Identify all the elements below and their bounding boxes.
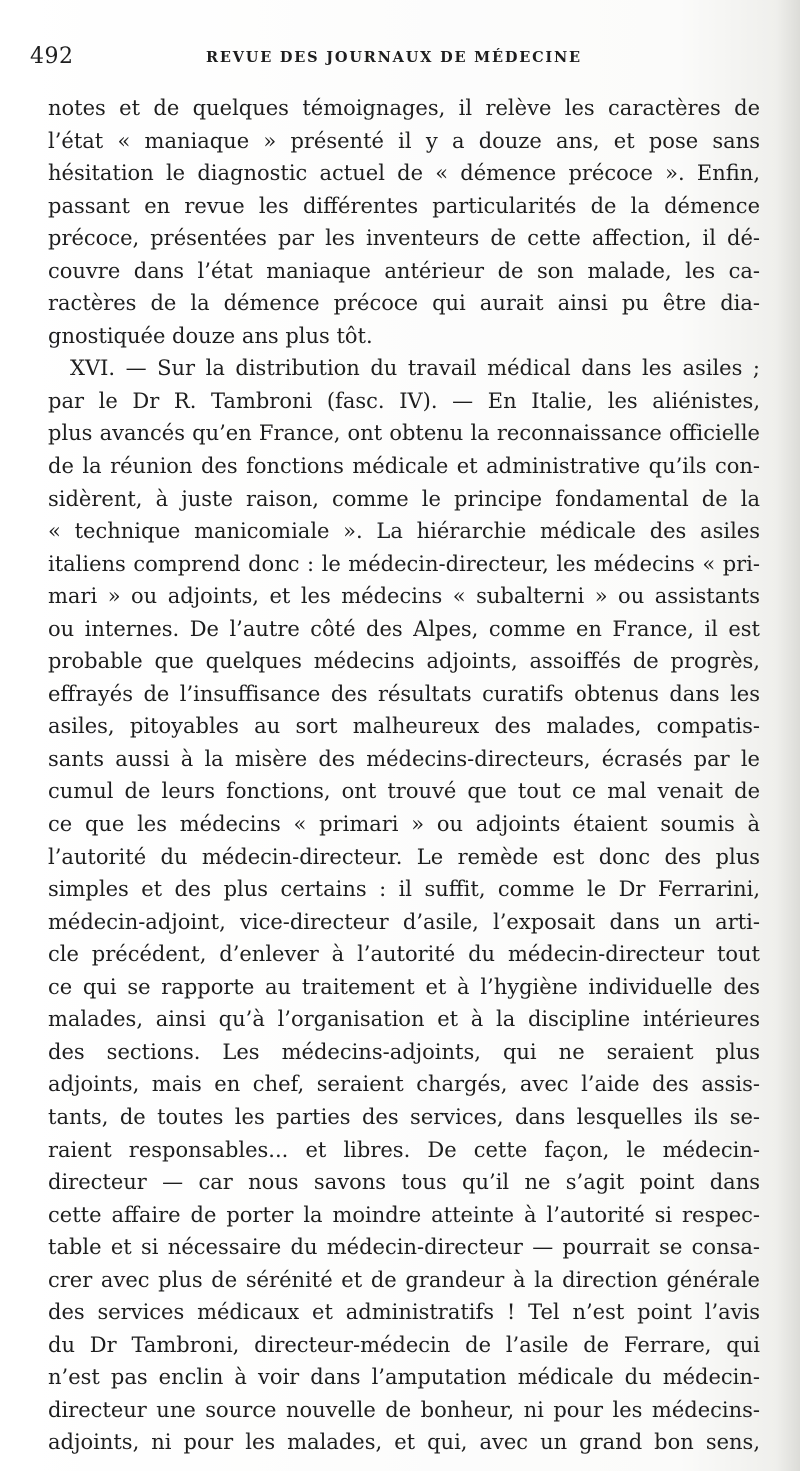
- text-line: n’est pas enclin à voir dans l’amputation médicale du médecin-: [48, 1365, 760, 1390]
- text-line: ractères de la démence précoce qui aurait ainsi pu être dia-: [48, 291, 760, 316]
- text-line: effrayés de l’insuffisance des résultats curatifs obtenus dans les: [48, 681, 760, 706]
- body-text: [48, 92, 760, 1459]
- text-line: asiles, pitoyables au sort malheureux des malades, compatis-: [48, 714, 760, 739]
- text-line: « technique manicomiale ». La hiérarchie médicale des asiles: [48, 519, 760, 544]
- text-line: passant en revue les différentes particularités de la démence: [48, 193, 760, 218]
- text-line: notes et de quelques témoignages, il relève les caractères de: [48, 96, 760, 120]
- text-line: simples et des plus certains : il suffit, comme le Dr Ferrarini,: [48, 877, 760, 902]
- section-heading-line: XVI. — Sur la distribution du travail médical dans les asiles ;: [70, 356, 760, 381]
- text-line: malades, ainsi qu’à l’organisation et à la discipline intérieures: [48, 1007, 760, 1032]
- text-line: cle précédent, d’enlever à l’autorité du médecin-directeur tout: [48, 942, 760, 967]
- page-header: [30, 44, 770, 74]
- text-line: adjoints, mais en chef, seraient chargés, avec l’aide des assis-: [48, 1072, 760, 1097]
- text-line: cumul de leurs fonctions, ont trouvé que tout ce mal venait de: [48, 779, 760, 804]
- text-line: l’état « maniaque » présenté il y a douze ans, et pose sans: [48, 128, 760, 153]
- text-line: hésitation le diagnostic actuel de « démence précoce ». Enfin,: [48, 161, 760, 186]
- text-line: table et si nécessaire du médecin-directeur — pourrait se consa-: [48, 1235, 760, 1260]
- text-line: crer avec plus de sérénité et de grandeur à la direction générale: [48, 1267, 760, 1292]
- text-line: couvre dans l’état maniaque antérieur de son malade, les ca-: [48, 258, 760, 283]
- page-number: 492: [30, 44, 74, 69]
- text-line: adjoints, ni pour les malades, et qui, avec un grand bon sens,: [48, 1430, 760, 1455]
- text-line: cette affaire de porter la moindre atteinte à l’autorité si respec-: [48, 1202, 760, 1227]
- text-line: mari » ou adjoints, et les médecins « subalterni » ou assistants: [48, 584, 760, 609]
- text-line: ce qui se rapporte au traitement et à l’hygiène individuelle des: [48, 974, 760, 999]
- text-line: l’autorité du médecin-directeur. Le remède est donc des plus: [48, 844, 760, 869]
- text-line: plus avancés qu’en France, ont obtenu la reconnaissance officielle: [48, 421, 760, 446]
- text-line: sidèrent, à juste raison, comme le principe fondamental de la: [48, 486, 760, 511]
- text-line: tants, de toutes les parties des services, dans lesquelles ils se-: [48, 1104, 760, 1129]
- text-line: ce que les médecins « primari » ou adjoints étaient soumis à: [48, 812, 760, 837]
- text-line: gnostiquée douze ans plus tôt.: [48, 323, 373, 348]
- text-line: sants aussi à la misère des médecins-directeurs, écrasés par le: [48, 746, 760, 771]
- text-line: du Dr Tambroni, directeur-médecin de l’asile de Ferrare, qui: [48, 1332, 760, 1357]
- text-line: de la réunion des fonctions médicale et administrative qu’ils con-: [48, 454, 760, 479]
- text-line: des sections. Les médecins-adjoints, qui ne seraient plus: [48, 1039, 760, 1064]
- text-line: précoce, présentées par les inventeurs de cette affection, il dé-: [48, 226, 760, 251]
- text-line: directeur une source nouvelle de bonheur, ni pour les médecins-: [48, 1397, 760, 1422]
- text-line: probable que quelques médecins adjoints, assoiffés de progrès,: [48, 649, 760, 674]
- text-line: médecin-adjoint, vice-directeur d’asile, l’exposait dans un arti-: [48, 909, 760, 934]
- text-line: des services médicaux et administratifs ! Tel n’est point l’avis: [48, 1300, 760, 1325]
- text-line: ou internes. De l’autre côté des Alpes, comme en France, il est: [48, 616, 760, 641]
- text-line: directeur — car nous savons tous qu’il ne s’agit point dans: [48, 1170, 760, 1195]
- running-title: REVUE DES JOURNAUX DE MÉDECINE: [206, 49, 582, 66]
- text-line: par le Dr R. Tambroni (fasc. IV). — En Italie, les aliénistes,: [48, 388, 760, 413]
- text-line: raient responsables... et libres. De cette façon, le médecin-: [48, 1137, 760, 1162]
- text-line: italiens comprend donc : le médecin-directeur, les médecins « pri-: [48, 551, 760, 576]
